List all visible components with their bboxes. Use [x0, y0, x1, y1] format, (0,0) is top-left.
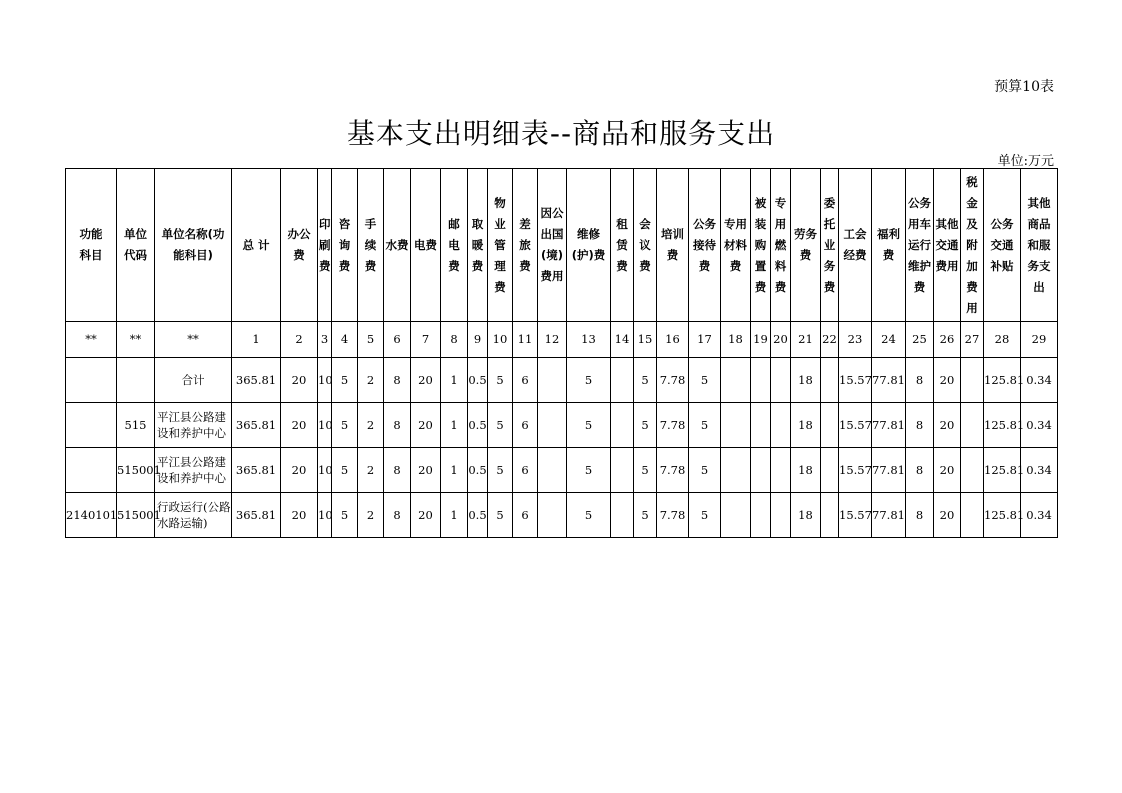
table-cell	[771, 403, 791, 448]
table-cell	[538, 493, 567, 538]
table-cell: 20	[411, 358, 441, 403]
table-cell: 20	[934, 493, 961, 538]
table-cell: 15.57	[839, 493, 872, 538]
table-cell: 5	[689, 403, 721, 448]
column-header: 电费	[411, 169, 441, 322]
table-cell: 20	[934, 403, 961, 448]
table-cell	[611, 403, 634, 448]
table-cell: 77.81	[872, 358, 906, 403]
column-index-cell: 26	[934, 322, 961, 358]
column-index-cell: **	[66, 322, 117, 358]
table-cell	[821, 358, 839, 403]
table-cell: 10	[318, 403, 332, 448]
table-cell: 515001	[117, 493, 155, 538]
table-cell: 6	[513, 403, 538, 448]
table-cell: 10	[318, 448, 332, 493]
column-header: 其他 商品 和服 务支 出	[1021, 169, 1058, 322]
column-header: 福利 费	[872, 169, 906, 322]
table-row	[66, 493, 1058, 538]
column-index-cell: 8	[441, 322, 468, 358]
column-header: 被 装 购 置 费	[751, 169, 771, 322]
table-cell: 8	[906, 493, 934, 538]
table-cell: 1	[441, 448, 468, 493]
column-index-cell: 19	[751, 322, 771, 358]
column-index-cell: 10	[488, 322, 513, 358]
table-cell	[721, 358, 751, 403]
table-cell: 2140101	[66, 493, 117, 538]
table-cell: 5	[488, 448, 513, 493]
column-index-cell: 14	[611, 322, 634, 358]
table-cell	[751, 403, 771, 448]
table-cell: 0.34	[1021, 493, 1058, 538]
table-cell	[821, 403, 839, 448]
table-cell	[611, 493, 634, 538]
table-cell: 5	[567, 493, 611, 538]
column-index-cell: 27	[961, 322, 984, 358]
table-cell: 2	[358, 358, 384, 403]
table-cell: 2	[358, 403, 384, 448]
column-header: 单位 代码	[117, 169, 155, 322]
column-header: 取 暖 费	[468, 169, 488, 322]
table-cell	[961, 403, 984, 448]
index-row	[66, 322, 1058, 358]
table-cell: 7.78	[657, 448, 689, 493]
table-cell: 5	[634, 448, 657, 493]
table-cell: 18	[791, 448, 821, 493]
column-index-cell: 3	[318, 322, 332, 358]
column-header: 培训 费	[657, 169, 689, 322]
column-index-cell: 4	[332, 322, 358, 358]
column-header: 功能 科目	[66, 169, 117, 322]
table-cell: 8	[384, 403, 411, 448]
column-index-cell: 7	[411, 322, 441, 358]
table-cell: 5	[567, 448, 611, 493]
unit-label: 单位:万元	[997, 154, 1054, 169]
table-cell: 125.81	[984, 358, 1021, 403]
table-cell	[751, 493, 771, 538]
table-cell: 8	[906, 403, 934, 448]
column-header: 邮 电 费	[441, 169, 468, 322]
column-index-cell: 6	[384, 322, 411, 358]
column-index-cell: 24	[872, 322, 906, 358]
table-cell	[66, 448, 117, 493]
table-cell: 平江县公路建设和养护中心	[155, 403, 232, 448]
column-header: 劳务 费	[791, 169, 821, 322]
table-cell: 5	[689, 493, 721, 538]
table-cell: 77.81	[872, 493, 906, 538]
table-cell: 8	[906, 358, 934, 403]
table-cell: 15.57	[839, 448, 872, 493]
page-title: 基本支出明细表--商品和服务支出	[346, 117, 776, 150]
column-index-cell: 11	[513, 322, 538, 358]
table-cell	[821, 493, 839, 538]
table-cell: 5	[488, 358, 513, 403]
table-cell: 5	[488, 493, 513, 538]
table-cell: 0.5	[468, 358, 488, 403]
table-cell: 5	[332, 403, 358, 448]
table-cell	[771, 493, 791, 538]
table-cell: 125.81	[984, 493, 1021, 538]
column-index-cell: 15	[634, 322, 657, 358]
table-cell: 77.81	[872, 403, 906, 448]
table-cell: 6	[513, 358, 538, 403]
table-row	[66, 403, 1058, 448]
table-row	[66, 448, 1058, 493]
table-cell: 365.81	[232, 493, 281, 538]
column-index-cell: **	[155, 322, 232, 358]
table-cell: 515001	[117, 448, 155, 493]
header-row	[66, 169, 1058, 322]
table-cell: 20	[934, 358, 961, 403]
table-cell: 7.78	[657, 403, 689, 448]
column-header: 会 议 费	[634, 169, 657, 322]
table-cell	[538, 448, 567, 493]
table-cell: 5	[567, 358, 611, 403]
table-row	[66, 358, 1058, 403]
table-cell: 8	[384, 358, 411, 403]
table-cell	[961, 493, 984, 538]
table-cell	[961, 358, 984, 403]
column-index-cell: **	[117, 322, 155, 358]
column-index-cell: 28	[984, 322, 1021, 358]
table-cell: 20	[281, 403, 318, 448]
table-cell	[721, 493, 751, 538]
table-cell: 6	[513, 493, 538, 538]
table-cell	[117, 358, 155, 403]
table-cell	[771, 358, 791, 403]
column-header: 工会 经费	[839, 169, 872, 322]
table-cell	[721, 403, 751, 448]
table-cell: 365.81	[232, 448, 281, 493]
table-cell: 20	[281, 358, 318, 403]
table-cell: 5	[689, 358, 721, 403]
table-cell	[821, 448, 839, 493]
column-header: 差 旅 费	[513, 169, 538, 322]
table-cell	[611, 448, 634, 493]
column-index-cell: 23	[839, 322, 872, 358]
table-cell: 0.34	[1021, 403, 1058, 448]
table-cell: 6	[513, 448, 538, 493]
table-cell: 5	[634, 493, 657, 538]
table-cell	[538, 358, 567, 403]
table-cell: 8	[384, 448, 411, 493]
column-header: 水费	[384, 169, 411, 322]
expenditure-table	[65, 168, 1058, 538]
table-cell	[66, 358, 117, 403]
column-index-cell: 29	[1021, 322, 1058, 358]
column-index-cell: 18	[721, 322, 751, 358]
table-cell: 5	[332, 358, 358, 403]
table-cell	[751, 358, 771, 403]
table-cell: 20	[411, 493, 441, 538]
column-index-cell: 13	[567, 322, 611, 358]
table-cell: 8	[906, 448, 934, 493]
table-cell	[771, 448, 791, 493]
column-index-cell: 9	[468, 322, 488, 358]
table-cell: 77.81	[872, 448, 906, 493]
table-cell: 行政运行(公路水路运输)	[155, 493, 232, 538]
table-cell	[611, 358, 634, 403]
table-cell: 365.81	[232, 358, 281, 403]
table-number-label: 预算10表	[994, 79, 1054, 95]
column-header: 办公 费	[281, 169, 318, 322]
column-header: 专 用 燃 料 费	[771, 169, 791, 322]
table-cell: 平江县公路建设和养护中心	[155, 448, 232, 493]
table-cell: 5	[488, 403, 513, 448]
table-cell: 5	[634, 358, 657, 403]
table-cell: 5	[332, 448, 358, 493]
table-cell: 7.78	[657, 358, 689, 403]
table-cell: 10	[318, 358, 332, 403]
table-cell: 0.5	[468, 403, 488, 448]
column-header: 公务 交通 补贴	[984, 169, 1021, 322]
column-index-cell: 21	[791, 322, 821, 358]
column-index-cell: 1	[232, 322, 281, 358]
table-cell	[66, 403, 117, 448]
column-header: 印 刷 费	[318, 169, 332, 322]
table-cell: 7.78	[657, 493, 689, 538]
table-cell: 0.5	[468, 448, 488, 493]
column-index-cell: 2	[281, 322, 318, 358]
column-header: 总 计	[232, 169, 281, 322]
table-cell: 15.57	[839, 358, 872, 403]
table-cell: 0.5	[468, 493, 488, 538]
table-cell: 2	[358, 448, 384, 493]
table-cell: 5	[332, 493, 358, 538]
table-cell: 20	[934, 448, 961, 493]
table-cell: 1	[441, 403, 468, 448]
column-header: 其他 交通 费用	[934, 169, 961, 322]
column-index-cell: 20	[771, 322, 791, 358]
table-cell: 0.34	[1021, 358, 1058, 403]
table-cell: 合计	[155, 358, 232, 403]
column-header: 公务 用车 运行 维护 费	[906, 169, 934, 322]
column-header: 单位名称(功 能科目)	[155, 169, 232, 322]
column-header: 专用 材料 费	[721, 169, 751, 322]
table-cell: 20	[281, 493, 318, 538]
column-header: 因公 出国 (境) 费用	[538, 169, 567, 322]
table-cell: 125.81	[984, 448, 1021, 493]
table-cell: 20	[281, 448, 318, 493]
table-cell: 18	[791, 403, 821, 448]
column-header: 手 续 费	[358, 169, 384, 322]
table-cell: 365.81	[232, 403, 281, 448]
column-index-cell: 17	[689, 322, 721, 358]
table-cell	[721, 448, 751, 493]
column-index-cell: 16	[657, 322, 689, 358]
column-header: 委 托 业 务 费	[821, 169, 839, 322]
column-header: 税 金 及 附 加 费 用	[961, 169, 984, 322]
table-cell: 20	[411, 448, 441, 493]
table-cell	[538, 403, 567, 448]
table-cell: 8	[384, 493, 411, 538]
table-cell: 1	[441, 493, 468, 538]
table-cell	[751, 448, 771, 493]
column-header: 维修 (护)费	[567, 169, 611, 322]
table-cell: 5	[689, 448, 721, 493]
table-cell: 10	[318, 493, 332, 538]
column-index-cell: 22	[821, 322, 839, 358]
table-cell: 20	[411, 403, 441, 448]
table-cell: 5	[634, 403, 657, 448]
column-header: 物 业 管 理 费	[488, 169, 513, 322]
column-header: 公务 接待 费	[689, 169, 721, 322]
table-cell: 2	[358, 493, 384, 538]
column-index-cell: 25	[906, 322, 934, 358]
table-cell: 15.57	[839, 403, 872, 448]
table-cell	[961, 448, 984, 493]
table-cell: 125.81	[984, 403, 1021, 448]
table-cell: 5	[567, 403, 611, 448]
table-cell: 515	[117, 403, 155, 448]
table-cell: 1	[441, 358, 468, 403]
table-cell: 0.34	[1021, 448, 1058, 493]
column-index-cell: 5	[358, 322, 384, 358]
column-header: 咨 询 费	[332, 169, 358, 322]
table-cell: 18	[791, 493, 821, 538]
column-index-cell: 12	[538, 322, 567, 358]
column-header: 租 赁 费	[611, 169, 634, 322]
table-cell: 18	[791, 358, 821, 403]
